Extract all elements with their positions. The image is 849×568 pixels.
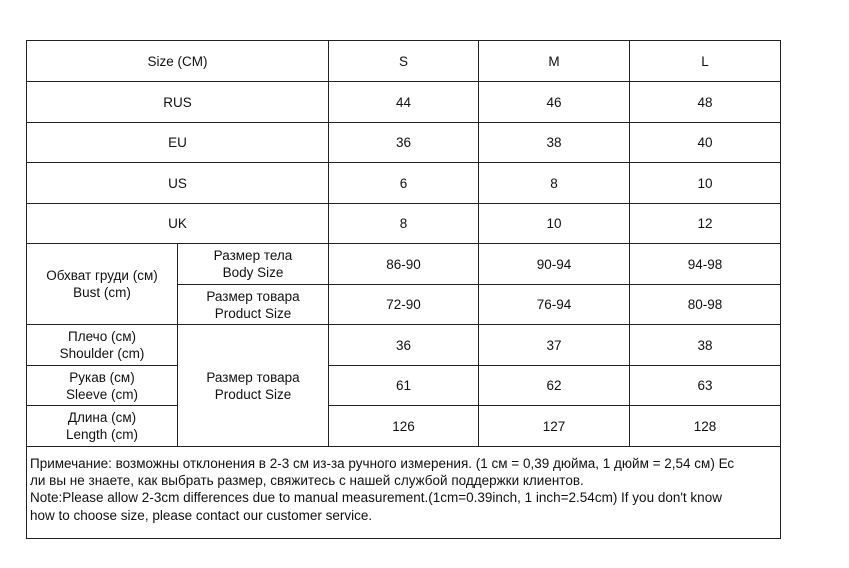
shoulder-label <box>27 325 178 366</box>
cell-value: 38 <box>630 325 781 366</box>
product-size-label <box>178 285 329 325</box>
table-row-shoulder <box>27 325 781 366</box>
product-size-group-label <box>178 325 329 447</box>
cell-value: 48 <box>630 82 781 123</box>
product-size-label-ru: Размер товара <box>206 288 300 304</box>
cell-value: 80-98 <box>630 285 781 325</box>
row-label: EU <box>27 123 329 163</box>
cell-value: 8 <box>329 204 479 244</box>
cell-value: 86-90 <box>329 244 479 285</box>
body-size-label-en: Body Size <box>222 265 284 280</box>
cell-value: 44 <box>329 82 479 123</box>
cell-value: 62 <box>479 366 630 406</box>
cell-value: 36 <box>329 325 479 366</box>
cell-value: 12 <box>630 204 781 244</box>
product-group-label-ru: Размер товара <box>206 369 300 385</box>
cell-value: 40 <box>630 123 781 163</box>
table-row-eu <box>27 123 781 163</box>
length-label-ru: Длина (см) <box>67 410 137 425</box>
cell-value: 94-98 <box>630 244 781 285</box>
size-header-l: L <box>630 41 781 82</box>
cell-value: 127 <box>479 406 630 447</box>
cell-value: 10 <box>479 204 630 244</box>
table-row-length <box>27 406 781 447</box>
cell-value: 37 <box>479 325 630 366</box>
length-label <box>27 406 178 447</box>
cell-value: 38 <box>479 123 630 163</box>
table-row-rus <box>27 82 781 123</box>
cell-value: 72-90 <box>329 285 479 325</box>
table-row-uk <box>27 204 781 244</box>
header-label: Size (CM) <box>27 41 329 82</box>
table-row-sleeve <box>27 366 781 406</box>
note-ru-line-2: ли вы не знаете, как выбрать размер, свяжитесь с нашей службой поддержки клиентов. <box>30 473 584 489</box>
cell-value: 6 <box>329 163 479 204</box>
cell-value: 8 <box>479 163 630 204</box>
row-label: UK <box>27 204 329 244</box>
product-group-label-en: Product Size <box>214 386 292 402</box>
body-size-label <box>178 244 329 285</box>
cell-value: 128 <box>630 406 781 447</box>
note-row <box>27 447 781 539</box>
header-row <box>27 41 781 82</box>
sleeve-label-ru: Рукав (см) <box>69 369 135 385</box>
bust-label-en: Bust (cm) <box>73 285 131 300</box>
body-size-label-ru: Размер тела <box>213 248 293 263</box>
table-row-us <box>27 163 781 204</box>
note-en-line-1: Note:Please allow 2-3cm differences due to manual measurement.(1cm=0.39inch, 1 inch=2.54cm) If you don't know <box>30 490 722 506</box>
shoulder-label-en: Shoulder (cm) <box>59 346 145 361</box>
product-size-label-en: Product Size <box>214 305 292 321</box>
sleeve-label-en: Sleeve (cm) <box>65 386 138 402</box>
table-row-bust-body <box>27 244 781 285</box>
sleeve-label <box>27 366 178 406</box>
row-label: US <box>27 163 329 204</box>
bust-label <box>27 244 178 325</box>
row-label: RUS <box>27 82 329 123</box>
cell-value: 126 <box>329 406 479 447</box>
size-header-s: S <box>329 41 479 82</box>
cell-value: 63 <box>630 366 781 406</box>
note-en-line-2: how to choose size, please contact our customer service. <box>30 507 373 523</box>
length-label-en: Length (cm) <box>65 427 139 442</box>
bust-label-ru: Обхват груди (см) <box>46 268 158 283</box>
note-ru-line-1: Примечание: возможны отклонения в 2-3 см из-за ручного измерения. (1 см = 0,39 дюйма, 1 дюйм = 2,54 см) Ес <box>30 456 735 471</box>
cell-value: 36 <box>329 123 479 163</box>
cell-value: 10 <box>630 163 781 204</box>
cell-value: 76-94 <box>479 285 630 325</box>
size-header-m: M <box>479 41 630 82</box>
cell-value: 90-94 <box>479 244 630 285</box>
size-chart-table <box>26 40 781 539</box>
shoulder-label-ru: Плечо (см) <box>68 329 136 344</box>
note-text <box>27 447 781 539</box>
cell-value: 61 <box>329 366 479 406</box>
cell-value: 46 <box>479 82 630 123</box>
